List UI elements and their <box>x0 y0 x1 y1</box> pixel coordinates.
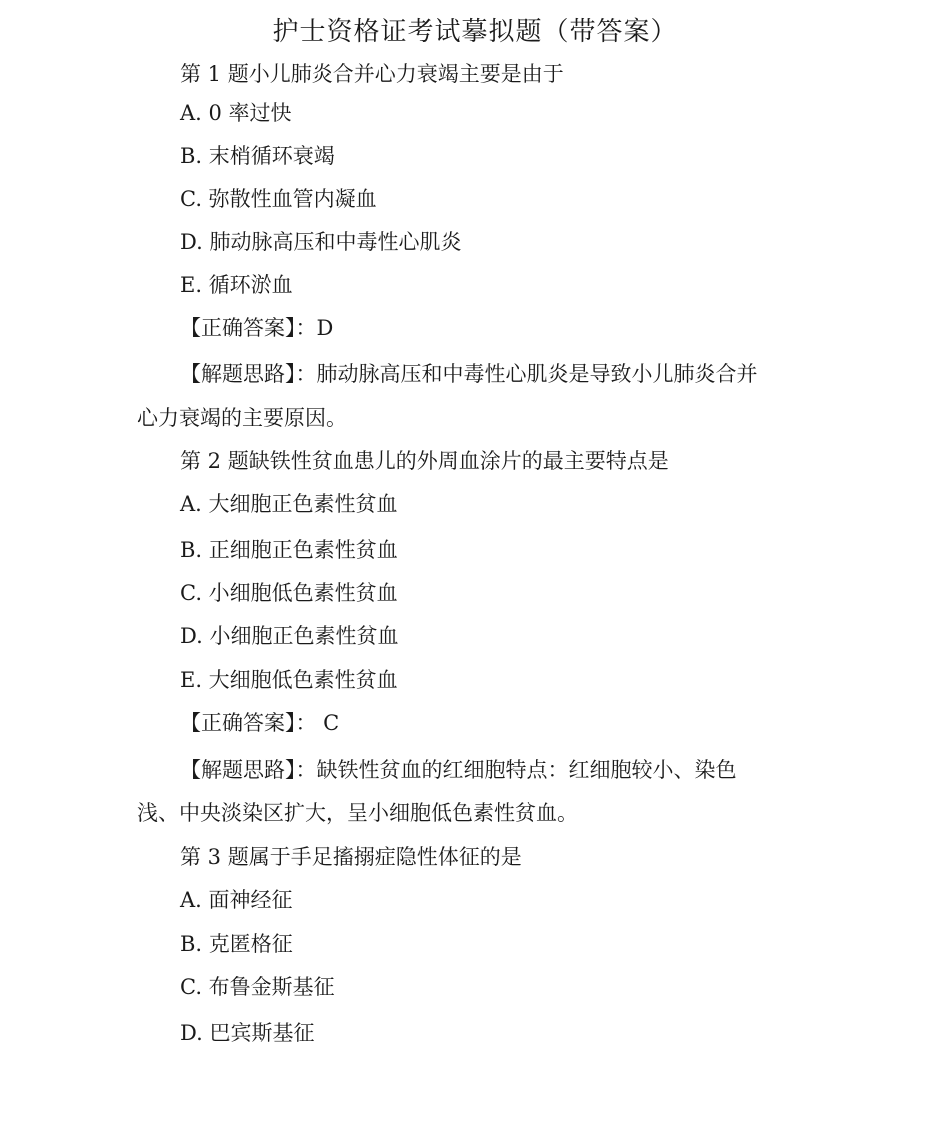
question-2-option-d: D. 小细胞正色素性贫血 <box>180 624 399 648</box>
analysis-label: 【解题思路】 <box>180 362 296 386</box>
analysis-label: 【解题思路】 <box>180 758 296 782</box>
question-2-option-e: E. 大细胞低色素性贫血 <box>180 668 398 692</box>
question-2-stem: 第 2 题缺铁性贫血患儿的外周血涂片的最主要特点是 <box>180 449 669 473</box>
question-2-analysis <box>180 756 737 784</box>
question-3-option-c: C. 布鲁金斯基征 <box>180 975 335 999</box>
answer-label: 【正确答案】 <box>180 316 296 340</box>
question-1-analysis-continued: 心力衰竭的主要原因。 <box>137 406 347 430</box>
question-3-option-b: B. 克匿格征 <box>180 932 293 956</box>
question-2-option-a: A. 大细胞正色素性贫血 <box>180 492 398 516</box>
question-2-answer <box>180 709 339 737</box>
question-1-stem: 第 1 题小儿肺炎合并心力衰竭主要是由于 <box>180 62 564 86</box>
question-1-option-a: A. 0 率过快 <box>180 101 292 125</box>
analysis-text: ：缺铁性贫血的红细胞特点：红细胞较小、染色 <box>295 758 737 782</box>
question-3-option-a: A. 面神经征 <box>180 888 293 912</box>
question-2-analysis-continued: 浅、中央淡染区扩大，呈小细胞低色素性贫血。 <box>137 801 578 825</box>
question-2-option-c: C. 小细胞低色素性贫血 <box>180 581 398 605</box>
document-title: 护士资格证考试摹拟题（带答案） <box>272 17 678 47</box>
question-1-analysis <box>180 360 758 388</box>
question-1-option-d: D. 肺动脉高压和中毒性心肌炎 <box>180 230 462 254</box>
answer-value: ： C <box>295 711 340 735</box>
answer-value: ：D <box>295 316 334 340</box>
question-1-option-c: C. 弥散性血管内凝血 <box>180 187 377 211</box>
answer-label: 【正确答案】 <box>180 711 296 735</box>
question-3-stem: 第 3 题属于手足搐搦症隐性体征的是 <box>180 845 522 869</box>
analysis-text: ：肺动脉高压和中毒性心肌炎是导致小儿肺炎合并 <box>295 362 758 386</box>
question-1-option-b: B. 末梢循环衰竭 <box>180 144 335 168</box>
question-1-answer <box>180 314 333 342</box>
question-3-option-d: D. 巴宾斯基征 <box>180 1021 315 1045</box>
question-1-option-e: E. 循环淤血 <box>180 273 293 297</box>
question-2-option-b: B. 正细胞正色素性贫血 <box>180 538 398 562</box>
